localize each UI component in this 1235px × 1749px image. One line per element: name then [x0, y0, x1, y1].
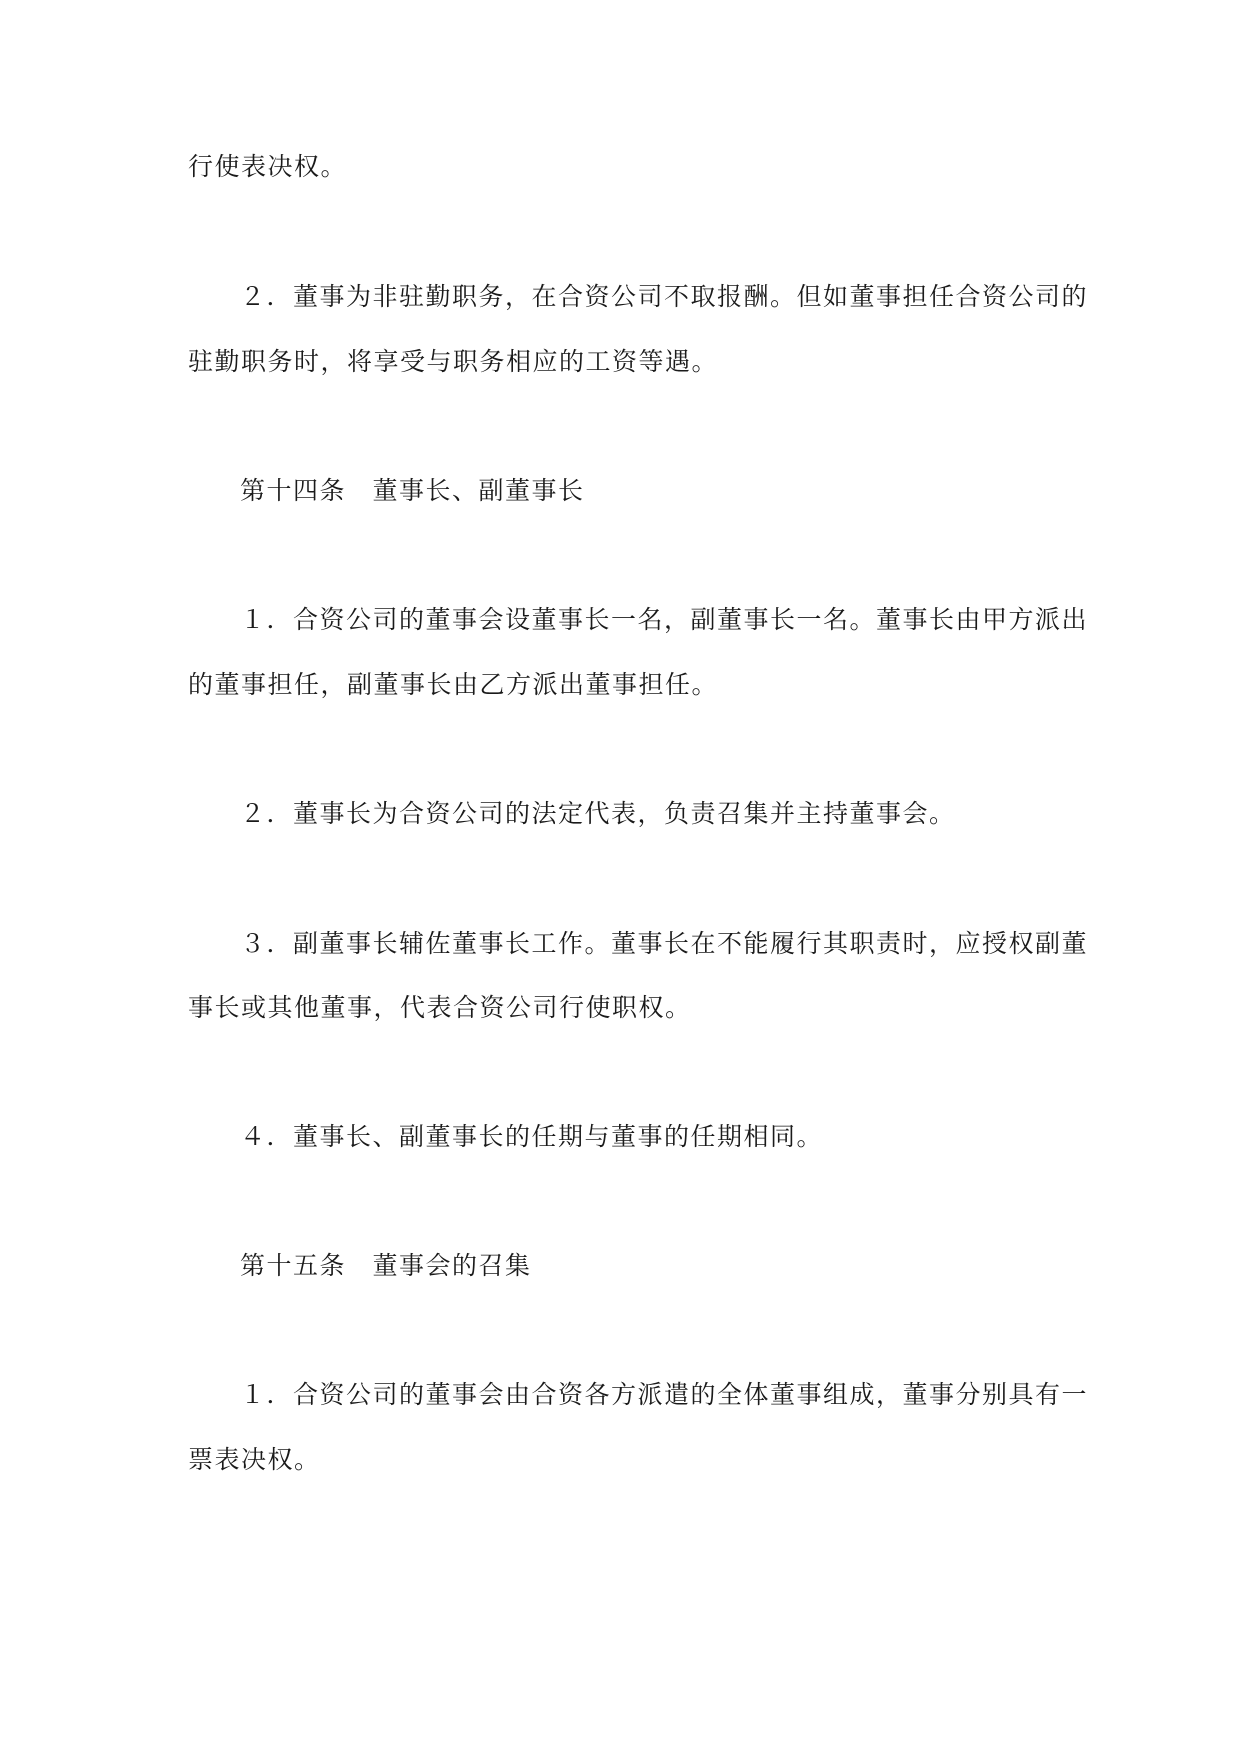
paragraph-line: 票表决权。 [188, 1445, 321, 1474]
paragraph-line: １．合资公司的董事会设董事长一名，副董事长一名。董事长由甲方派出 [240, 605, 1089, 634]
paragraph-line: ２．董事长为合资公司的法定代表，负责召集并主持董事会。 [240, 799, 956, 828]
paragraph-line: ４．董事长、副董事长的任期与董事的任期相同。 [240, 1122, 824, 1151]
paragraph-line: 的董事担任，副董事长由乙方派出董事担任。 [188, 670, 719, 699]
paragraph-line: 行使表决权。 [188, 152, 348, 181]
paragraph-line: ２．董事为非驻勤职务，在合资公司不取报酬。但如董事担任合资公司的 [240, 282, 1089, 311]
paragraph-line: 驻勤职务时，将享受与职务相应的工资等遇。 [188, 347, 719, 376]
section-heading: 第十四条 董事长、副董事长 [240, 476, 585, 505]
paragraph-line: １．合资公司的董事会由合资各方派遣的全体董事组成，董事分别具有一 [240, 1380, 1089, 1409]
section-heading: 第十五条 董事会的召集 [240, 1251, 532, 1280]
paragraph-line: 事长或其他董事，代表合资公司行使职权。 [188, 993, 692, 1022]
paragraph-line: ３．副董事长辅佐董事长工作。董事长在不能履行其职责时，应授权副董 [240, 929, 1089, 958]
